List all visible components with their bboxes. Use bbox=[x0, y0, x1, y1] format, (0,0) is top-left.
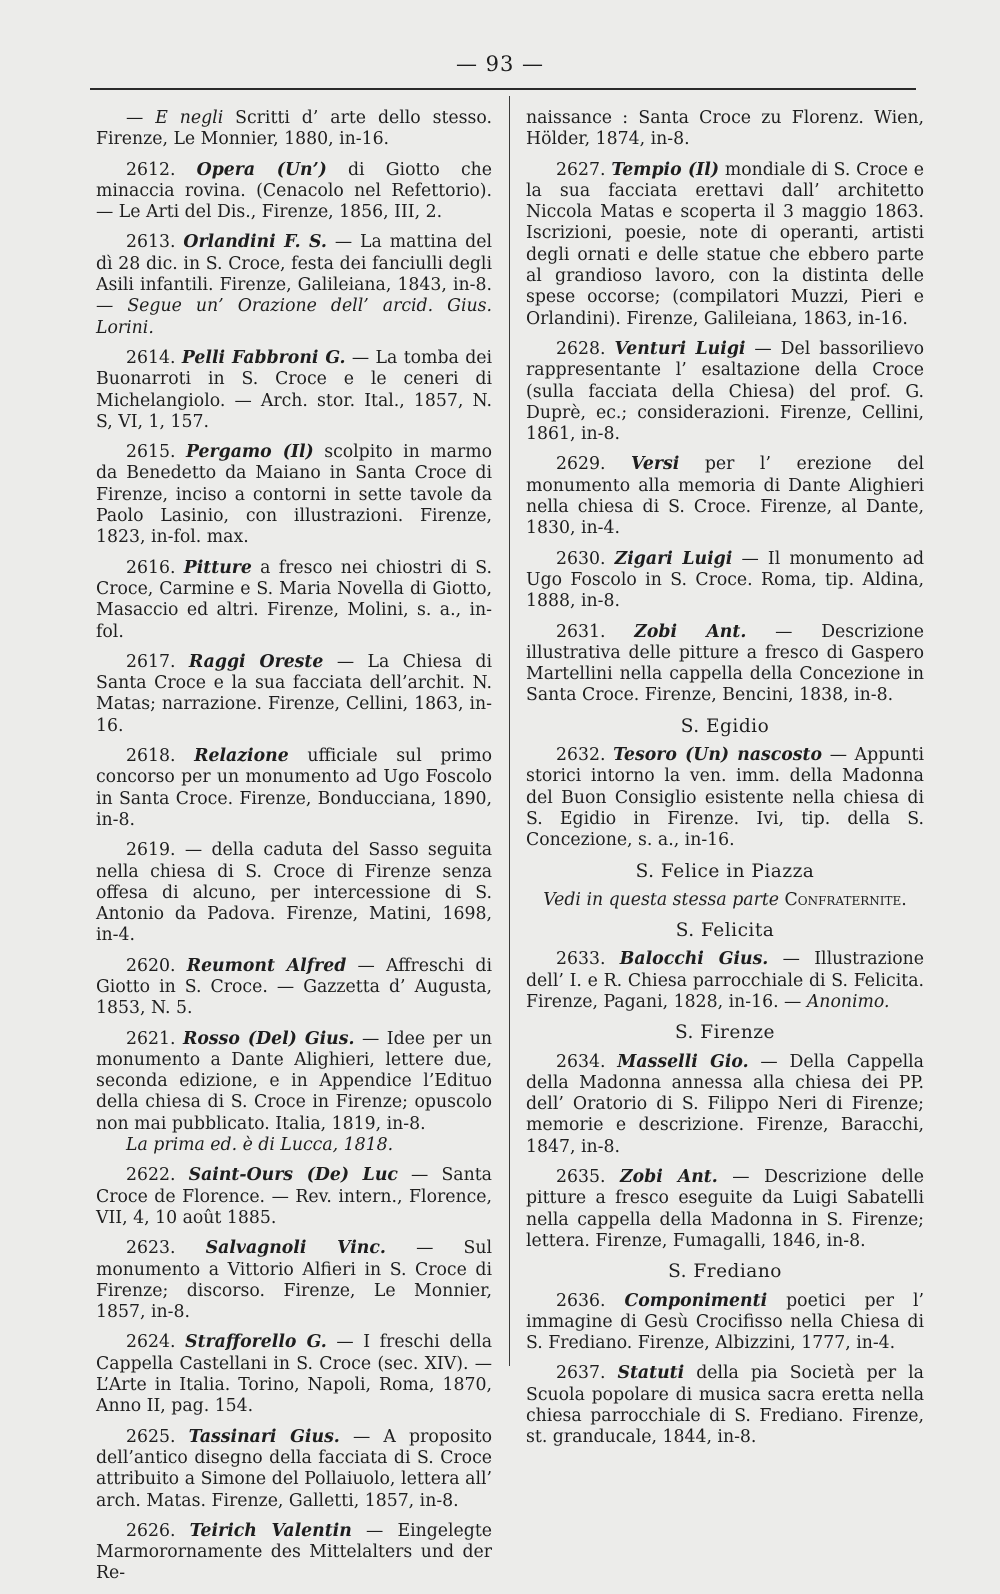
bibliography-entry bbox=[526, 1291, 924, 1355]
entry-group-firenze bbox=[526, 1052, 924, 1253]
bibliography-entry bbox=[526, 454, 924, 539]
bibliography-entry bbox=[96, 840, 492, 946]
entry-text: — Della Cappella della Madonna annessa alla chiesa dei PP. dell’ Oratorio di S. Filippo Neri di Firenze; memorie e descrizione. Firenze, Baracchi, 1847, in-8. bbox=[526, 1051, 924, 1157]
bibliography-entry bbox=[96, 956, 492, 1020]
entry-text: — Eingelegte Marmorornamente des Mittelalters und der Re- bbox=[96, 1520, 493, 1584]
bibliography-entry bbox=[526, 160, 924, 330]
entry-text: — Descrizione delle pitture a fresco eseguite da Luigi Sabatelli nella cappella della Madonna in S. Firenze; lettera. Firenze, Fumagalli, 1846, in-8. bbox=[526, 1167, 924, 1251]
entry-group-felicita bbox=[526, 949, 924, 1013]
entry-text: — I freschi della Cappella Castellani in S. Croce (sec. XIV). — L’Arte in Italia. Torino, Napoli, Roma, 1870, Anno II, pag. 154. bbox=[96, 1332, 492, 1417]
entry-author: Venturi Luigi bbox=[614, 338, 746, 359]
entry-text: — La mattina del dì 28 dic. in S. Croce, festa dei fanciulli degli Asili infantili. Firenze, Galileiana, 1843, in-8. bbox=[96, 232, 492, 296]
entry-author: Raggi Oreste bbox=[188, 651, 324, 672]
entry-author: Rosso (Del) Gius. bbox=[183, 1028, 355, 1049]
entry-author: Balocchi Gius. bbox=[619, 949, 769, 970]
entry-text: — Idee per un monumento a Dante Alighieri, lettere due, seconda edizione, e in Appendice l’Edituo della chiesa di S. Croce in Firenze; opuscolo non mai pubblicato. Italia, 1819, in-8. bbox=[96, 1028, 492, 1134]
bibliography-entry bbox=[96, 1521, 492, 1585]
left-column bbox=[96, 108, 492, 1594]
bibliography-entry bbox=[96, 652, 492, 737]
entry-number: 2631. bbox=[556, 621, 606, 642]
header-rule bbox=[90, 88, 916, 90]
bibliography-entry bbox=[526, 339, 924, 445]
entry-text: — Il monumento ad Ugo Foscolo in S. Croce. Roma, tip. Aldina, 1888, in-8. bbox=[526, 548, 925, 612]
entry-number: 2619. bbox=[126, 840, 176, 861]
entry-author: Versi bbox=[631, 454, 680, 475]
bibliography-entry bbox=[96, 160, 492, 224]
entry-lead: — bbox=[126, 108, 156, 128]
entry-author: Tassinari Gius. bbox=[188, 1426, 340, 1447]
entry-group-frediano bbox=[526, 1291, 924, 1449]
entry-author: Statuti bbox=[617, 1363, 685, 1384]
bibliography-entry bbox=[96, 1165, 492, 1229]
entry-lead-italic: E negli bbox=[155, 108, 224, 128]
entry-number: 2613. bbox=[126, 232, 176, 253]
entry-author: Zobi Ant. bbox=[634, 621, 747, 642]
page-number: — 93 — bbox=[455, 52, 545, 76]
entry-number: 2618. bbox=[126, 746, 176, 767]
entry-author: Zigari Luigi bbox=[614, 548, 733, 569]
entry-text: poetici per l’ immagine di Gesù Crocifisso nella Chiesa di S. Frediano. Firenze, Albizzini, 1777, in-4. bbox=[526, 1290, 924, 1354]
entry-continuation: naissance : Santa Croce zu Florenz. Wien, Hölder, 1874, in-8. bbox=[526, 108, 924, 150]
entry-text: di Giotto che minaccia rovina. (Cenacolo nel Refettorio). — Le Arti del Dis., Firenze, 1856, III, 2. bbox=[96, 159, 492, 223]
entry-author: Masselli Gio. bbox=[617, 1051, 749, 1072]
entry-text: — Affreschi di Giotto in S. Croce. — Gazzetta d’ Augusta, 1853, N. 5. bbox=[96, 955, 492, 1019]
bibliography-entry bbox=[96, 746, 492, 831]
entry-number: 2624. bbox=[126, 1332, 176, 1353]
entry-text: — Illustrazione dell’ I. e R. Chiesa parrocchiale di S. Felicita. Firenze, Pagani, 1828, in-16. bbox=[526, 949, 924, 1012]
right-column bbox=[526, 108, 924, 1458]
entry-text: — Del bassorilievo rappresentante l’ esaltazione della Croce (sulla facciata della Chiesa) del prof. G. Duprè, ec.; considerazioni. Firenze, Cellini, 1861, in-8. bbox=[526, 338, 924, 445]
bibliography-entry bbox=[96, 1332, 492, 1417]
bibliography-entry bbox=[526, 549, 924, 613]
entry-number: 2626. bbox=[126, 1520, 176, 1541]
entry-note-italic: — Segue un’ Orazione dell’ arcid. Gius. Lorini. bbox=[96, 296, 492, 338]
bibliography-entry bbox=[96, 348, 492, 433]
entry-number: 2634. bbox=[556, 1051, 606, 1072]
entry-text: — Santa Croce de Florence. — Rev. intern., Florence, VII, 4, 10 août 1885. bbox=[96, 1165, 492, 1228]
entry-author: Reumont Alfred bbox=[186, 955, 347, 976]
entry-number: 2612. bbox=[126, 159, 176, 180]
entry-text: — Descrizione illustrativa delle pitture a fresco di Gaspero Martellini nella cappella della Concezione in Santa Croce. Firenze, Bencini, 1838, in-8. bbox=[526, 621, 925, 706]
section-heading-frediano: S. Frediano bbox=[668, 1261, 782, 1283]
entry-author: Salvagnoli Vinc. bbox=[205, 1238, 386, 1259]
entry-number: 2620. bbox=[126, 955, 176, 976]
entry-number: 2615. bbox=[126, 442, 176, 463]
cross-reference-target: Confraternite. bbox=[784, 889, 907, 910]
entry-author: Zobi Ant. bbox=[620, 1167, 718, 1188]
entry-text: — La Chiesa di Santa Croce e la sua facciata dell’archit. N. Matas; narrazione. Firenze, Cellini, 1863, in-16. bbox=[96, 651, 492, 736]
entry-number: 2632. bbox=[556, 745, 606, 766]
entry-text: — della caduta del Sasso seguita nella chiesa di S. Croce di Firenze senza offesa di alcuno, per intercessione di S. Antonio da Padova. Firenze, Matini, 1698, in-4. bbox=[96, 840, 492, 946]
entry-number: 2622. bbox=[126, 1165, 176, 1186]
bibliography-entry bbox=[526, 745, 924, 851]
entry-author: Pelli Fabbroni G. bbox=[181, 347, 346, 368]
entry-number: 2633. bbox=[556, 949, 606, 970]
entry-text: della pia Società per la Scuola popolare di musica sacra eretta nella chiesa parrocchiale di S. Frediano. Firenze, st. granducale, 1844, in-8. bbox=[526, 1363, 924, 1448]
bibliography-entry bbox=[526, 1167, 924, 1252]
entry-number: 2625. bbox=[126, 1426, 176, 1447]
entry-subnote: La prima ed. è di Lucca, 1818. bbox=[126, 1135, 394, 1156]
bibliography-entry bbox=[96, 558, 492, 643]
entry-number: 2637. bbox=[556, 1363, 606, 1384]
entry-author: Componimenti bbox=[624, 1290, 768, 1311]
section-heading-egidio: S. Egidio bbox=[680, 715, 770, 737]
entry-text: scolpito in marmo da Benedetto da Maiano in Santa Croce di Firenze, inciso a contorni in sette tavole da Paolo Lasinio, con illustrazioni. Firenze, 1823, in-fol. max. bbox=[96, 442, 492, 548]
bibliography-entry bbox=[526, 622, 924, 707]
entry-text: mondiale di S. Croce e la sua facciata erettavi dall’ architetto Niccola Matas e scoperta il 3 maggio 1863. Iscrizioni, poesie, note di operanti, artisti degli ornati e delle statue che ebbero parte al grandioso lavoro, con la distinta delle spese occorse; (compilatori Muzzi, Pieri e Orlandini). Firenze, Galileiana, 1863, in-16. bbox=[526, 159, 924, 329]
entry-author: Pitture bbox=[183, 557, 252, 578]
entry-text: — Appunti storici intorno la ven. imm. della Madonna del Buon Consiglio esistente nella chiesa di S. Egidio in Firenze. Ivi, tip. della S. Concezione, s. a., in-16. bbox=[526, 745, 925, 851]
entry-author: Relazione bbox=[194, 746, 289, 767]
section-heading-felicita: S. Felicita bbox=[675, 920, 775, 942]
entry-group-egidio bbox=[526, 745, 924, 851]
bibliography-entry bbox=[96, 1238, 492, 1323]
entry-number: 2623. bbox=[126, 1238, 176, 1259]
bibliography-entry bbox=[96, 442, 492, 548]
entry-text: — A proposito dell’antico disegno della facciata di S. Croce attribuito a Simone del Pollaiuolo, lettera all’ arch. Matas. Firenze, Galletti, 1857, in-8. bbox=[96, 1426, 492, 1511]
entry-text: a fresco nei chiostri di S. Croce, Carmine e S. Maria Novella di Giotto, Masaccio ed altri. Firenze, Molini, s. a., in-fol. bbox=[96, 557, 492, 642]
entry-text: — La tomba dei Buonarroti in S. Croce e le ceneri di Michelangiolo. — Arch. stor. Ital., 1857, N. S, VI, 1, 157. bbox=[96, 347, 493, 432]
entry-number: 2636. bbox=[556, 1290, 606, 1311]
entry-number: 2628. bbox=[556, 338, 606, 359]
bibliography-entry bbox=[526, 949, 924, 1013]
entry-text: Scritti d’ arte dello stesso. Firenze, Le Monnier, 1880, in-16. bbox=[96, 108, 492, 150]
entry-text: per l’ erezione del monumento alla memoria di Dante Alighieri nella chiesa di S. Croce. Firenze, al Dante, 1830, in-4. bbox=[526, 454, 924, 539]
entry-number: 2629. bbox=[556, 454, 606, 475]
cross-reference-note bbox=[526, 890, 924, 911]
section-heading-felice: S. Felice in Piazza bbox=[635, 860, 815, 882]
column-divider bbox=[509, 96, 510, 1366]
entry-group-croce bbox=[526, 160, 924, 707]
entry-text: — Sul monumento a Vittorio Alfieri in S. Croce di Firenze; discorso. Firenze, Le Monnier, 1857, in-8. bbox=[96, 1238, 493, 1323]
bibliography-entry bbox=[96, 1029, 492, 1157]
bibliography-entry bbox=[526, 1052, 924, 1158]
entry-author: Teirich Valentin bbox=[189, 1520, 352, 1541]
entry-author: Saint-Ours (De) Luc bbox=[188, 1165, 398, 1186]
entry-author: Tesoro (Un) nascosto bbox=[613, 745, 823, 766]
entry-number: 2627. bbox=[556, 159, 606, 180]
section-heading-firenze: S. Firenze bbox=[675, 1022, 775, 1044]
bibliography-entry bbox=[526, 1363, 924, 1448]
entry-author: Tempio (Il) bbox=[611, 159, 719, 180]
entry-number: 2617. bbox=[126, 651, 176, 672]
entry-author: Strafforello G. bbox=[185, 1332, 327, 1353]
bibliography-entry bbox=[96, 108, 492, 151]
bibliography-entry bbox=[96, 1427, 492, 1512]
entry-note-italic: — Anonimo. bbox=[778, 991, 890, 1012]
entry-number: 2630. bbox=[556, 548, 606, 569]
bibliography-entry bbox=[96, 232, 492, 338]
entry-number: 2635. bbox=[556, 1167, 606, 1188]
entry-author: Orlandini F. S. bbox=[183, 232, 327, 253]
entry-number: 2616. bbox=[126, 557, 176, 578]
entry-author: Pergamo (Il) bbox=[185, 442, 314, 463]
entry-number: 2621. bbox=[126, 1028, 176, 1049]
cross-reference-text: Vedi in questa stessa parte bbox=[543, 889, 780, 910]
entry-text: ufficiale sul primo concorso per un monumento ad Ugo Foscolo in Santa Croce. Firenze, Bonducciana, 1890, in-8. bbox=[96, 746, 492, 830]
entry-author: Opera (Un’) bbox=[196, 159, 327, 180]
entry-number: 2614. bbox=[126, 347, 176, 368]
